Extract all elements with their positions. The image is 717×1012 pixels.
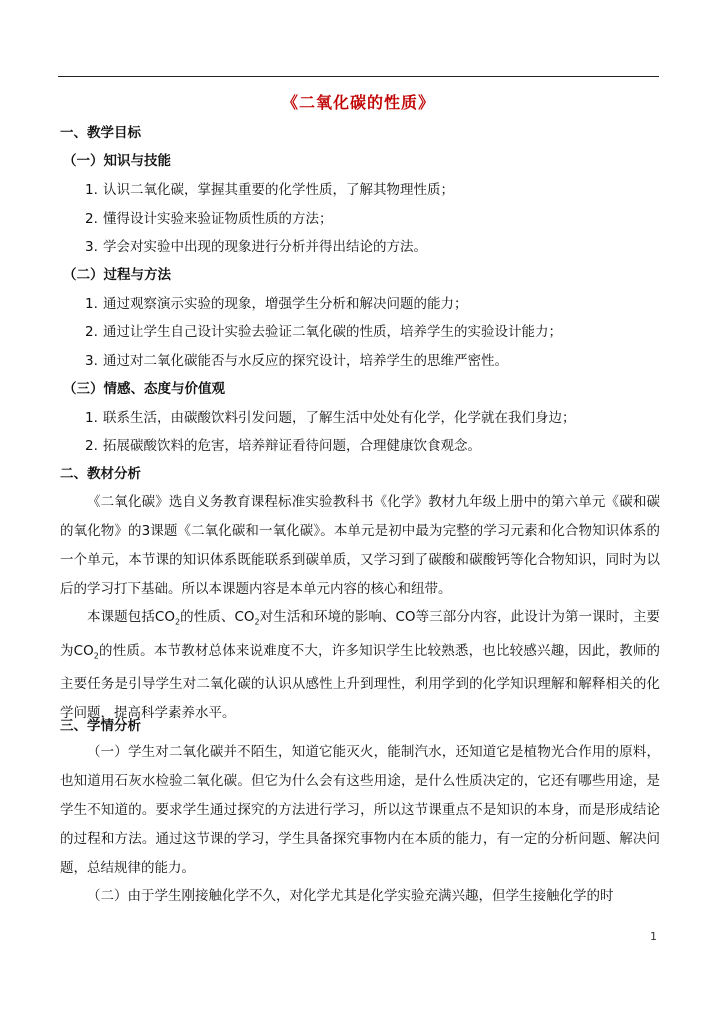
list-item-number: 1. (85, 182, 98, 198)
list-item-text: 通过对二氧化碳能否与水反应的探究设计，培养学生的思维严密性。 (103, 353, 508, 369)
subscript: 2 (254, 617, 260, 627)
list-item-text: 学会对实验中出现的现象进行分析并得出结论的方法。 (103, 239, 427, 255)
subscript: 2 (93, 651, 99, 661)
text-run: 对生活和环境的影响、CO等三部分内容，此设计为第一课时，主要为CO (60, 609, 660, 659)
list-item (85, 180, 454, 200)
textbook-analysis-paragraph-2 (60, 603, 660, 728)
section-heading-textbook-analysis: 二、教材分析 (60, 466, 141, 482)
section-heading-teaching-goals: 一、教学目标 (60, 125, 141, 141)
learner-analysis-paragraph-1 (60, 738, 660, 883)
subscript: 2 (174, 617, 181, 627)
list-item-number: 2. (85, 324, 98, 340)
section-heading-learner-analysis: 三、学情分析 (60, 718, 141, 734)
list-item-number: 1. (85, 296, 98, 312)
list-item-text: 通过观察演示实验的现象，增强学生分析和解决问题的能力； (103, 296, 468, 312)
list-item-number: 3. (85, 239, 98, 255)
list-item (85, 237, 427, 257)
textbook-analysis-paragraph-1 (60, 488, 660, 604)
list-item (85, 294, 468, 314)
list-item-text: 联系生活，由碳酸饮料引发问题，了解生活中处处有化学，化学就在我们身边； (103, 410, 576, 426)
text-run: 本课题包括CO (87, 609, 175, 625)
subsection-heading-process: （二）过程与方法 (63, 267, 171, 283)
list-item (85, 436, 481, 456)
list-item-number: 3. (85, 353, 98, 369)
list-item-text: 认识二氧化碳，掌握其重要的化学性质，了解其物理性质； (103, 182, 454, 198)
paragraph-text: （二）由于学生刚接触化学不久，对化学尤其是化学实验充满兴趣，但学生接触化学的时 (87, 888, 614, 904)
list-item (85, 209, 333, 229)
text-run: 的性质、CO (180, 609, 255, 625)
document-title: 《二氧化碳的性质》 (281, 93, 435, 112)
subsection-heading-knowledge: （一）知识与技能 (63, 153, 171, 169)
list-item (85, 351, 508, 371)
list-item-number: 2. (85, 438, 98, 454)
paragraph-text: 《二氧化碳》选自义务教育课程标准实验教科书《化学》教材九年级上册中的第六单元《碳和碳的氧化物》的3课题《二氧化碳和一氧化碳》。本单元是初中最为完整的学习元素和化合物知识体系的一个单元，本节课的知识体系既能联系到碳单质，又学习到了碳酸和碳酸钙等化合物知识，同时为以后的学习打下基础。所以本课题内容是本单元内容的核心和纽带。 (60, 494, 660, 597)
list-item-text: 懂得设计实验来验证物质性质的方法； (103, 211, 333, 227)
paragraph-text: （一）学生对二氧化碳并不陌生，知道它能灭火，能制汽水，还知道它是植物光合作用的原料，也知道用石灰水检验二氧化碳。但它为什么会有这些用途，是什么性质决定的，它还有哪些用途，是学生不知道的。要求学生通过探究的方法进行学习，所以这节课重点不是知识的本身，而是形成结论的过程和方法。通过这节课的学习，学生具备探究事物内在本质的能力，有一定的分析问题、解决问题，总结规律的能力。 (60, 744, 660, 876)
header-rule (58, 76, 659, 77)
learner-analysis-paragraph-2 (60, 882, 660, 911)
page-number: 1 (650, 930, 657, 943)
list-item-text: 拓展碳酸饮料的危害，培养辩证看待问题，合理健康饮食观念。 (103, 438, 481, 454)
list-item (85, 408, 576, 428)
list-item (85, 322, 562, 342)
list-item-number: 1. (85, 410, 98, 426)
list-item-number: 2. (85, 211, 98, 227)
subsection-heading-emotion: （三）情感、态度与价值观 (63, 381, 225, 397)
list-item-text: 通过让学生自己设计实验去验证二氧化碳的性质，培养学生的实验设计能力； (103, 324, 562, 340)
text-run: 的性质。本节教材总体来说难度不大，许多知识学生比较熟悉，也比较感兴趣，因此，教师的主要任务是引导学生对二氧化碳的认识从感性上升到理性，利用学到的化学知识理解和解释相关的化学问题，提高科学素养水平。 (60, 642, 660, 722)
paragraph-text (60, 603, 660, 728)
